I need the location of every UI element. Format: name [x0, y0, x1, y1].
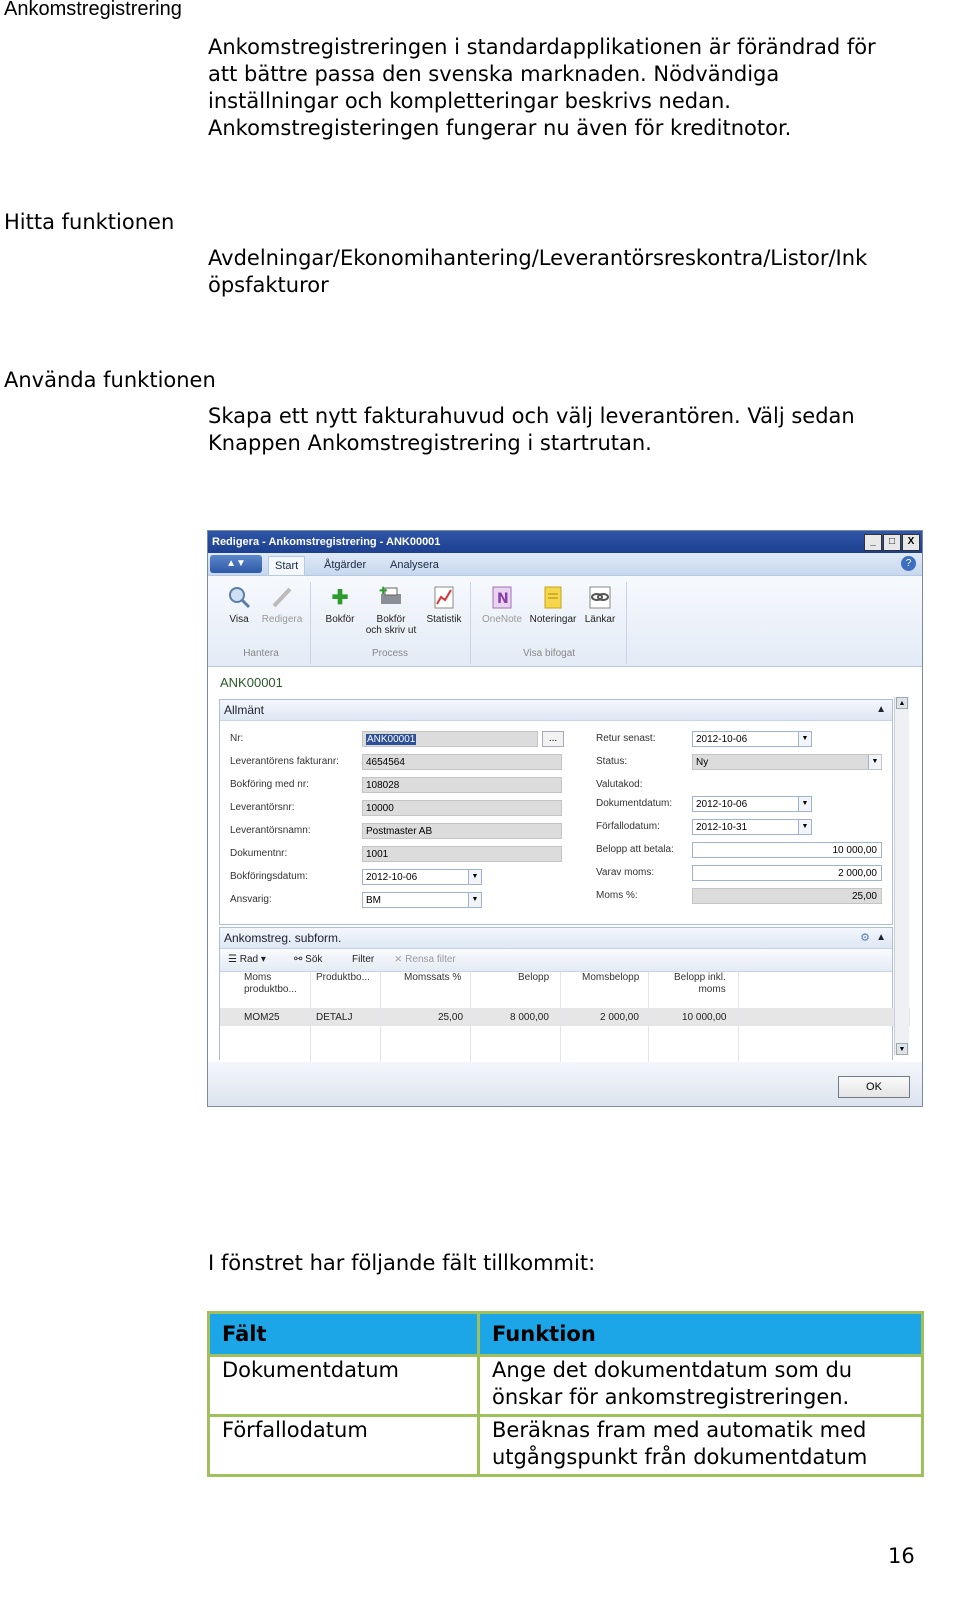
- posting-date-field[interactable]: 2012-10-06 ▼: [362, 869, 482, 885]
- intro-line: inställningar och kompletteringar beskrivs nedan.: [208, 89, 731, 113]
- field-label: Dokumentnr:: [230, 848, 288, 859]
- search-icon: [224, 582, 254, 612]
- cell-amount-incl-vat: 10 000,00: [682, 1012, 727, 1023]
- subform-toolbar: [220, 949, 892, 972]
- field-label: Leverantörsnamn:: [230, 825, 311, 836]
- tab-analyze[interactable]: Analysera: [390, 559, 439, 571]
- general-fasttab-header[interactable]: Allmänt ▲: [220, 700, 892, 721]
- printer-icon: [376, 582, 406, 612]
- table-intro: I fönstret har följande fält tillkommit:: [208, 1251, 596, 1275]
- field-name: Dokumentdatum: [209, 1356, 479, 1416]
- table-header-row: [209, 1313, 923, 1356]
- use-label: Använda funktionen: [4, 368, 216, 392]
- use-paragraph: [208, 403, 855, 457]
- row-menu-button[interactable]: ☰ Rad ▾: [228, 954, 266, 965]
- page-heading: Ankomstregistrering: [4, 0, 182, 20]
- intro-line: Ankomstregisteringen fungerar nu även för kreditnotor.: [208, 116, 792, 140]
- field-label: Status:: [596, 756, 628, 767]
- window-bottom-bar: [208, 1062, 922, 1106]
- chevron-down-icon: ▼: [798, 797, 811, 811]
- subform-fasttab-header[interactable]: Ankomstreg. subform. ⚙ ▲: [220, 928, 892, 949]
- tab-actions[interactable]: Åtgärder: [324, 559, 367, 571]
- clear-filter-button[interactable]: ⨯ Rensa filter: [394, 954, 456, 965]
- tab-start[interactable]: Start: [268, 556, 305, 575]
- intro-line: Ankomstregistreringen i standardapplikationen är förändrad för: [208, 35, 876, 59]
- header-function: Funktion: [479, 1313, 923, 1356]
- cell-product-group: DETALJ: [316, 1012, 353, 1023]
- notes-button[interactable]: Noteringar: [526, 582, 580, 625]
- menu-bar: [208, 553, 922, 576]
- page-number: 16: [888, 1544, 915, 1568]
- status-field[interactable]: Ny ▼: [692, 754, 882, 770]
- document-date-field[interactable]: 2012-10-06 ▼: [692, 796, 812, 812]
- field-label: Ansvarig:: [230, 894, 272, 905]
- amount-to-pay-field[interactable]: 10 000,00: [692, 842, 882, 858]
- vendor-invoice-no-field[interactable]: 4654564: [362, 754, 562, 770]
- group-label-process: Process: [371, 648, 409, 659]
- vendor-no-field[interactable]: 10000: [362, 800, 562, 816]
- find-path: [208, 245, 867, 299]
- field-function: Beräknas fram med automatik med utgångspunkt från dokumentdatum: [479, 1416, 923, 1476]
- svg-text:N: N: [497, 591, 509, 607]
- screenshot-window: [207, 530, 923, 1107]
- find-button[interactable]: ⚯ Sök: [294, 954, 323, 965]
- field-name: Förfallodatum: [209, 1416, 479, 1476]
- record-title: ANK00001: [220, 675, 283, 690]
- field-label: Moms %:: [596, 890, 638, 901]
- field-label: Bokföring med nr:: [230, 779, 309, 790]
- field-label: Belopp att betala:: [596, 844, 674, 855]
- view-button[interactable]: Visa: [224, 582, 254, 625]
- links-button[interactable]: Länkar: [582, 582, 618, 625]
- ribbon: [208, 576, 922, 667]
- collapse-icon: ▲: [876, 932, 886, 943]
- find-label: Hitta funktionen: [4, 210, 175, 234]
- column-header[interactable]: Momssats %: [404, 972, 462, 983]
- scroll-down-icon: ▼: [896, 1043, 908, 1055]
- field-label: Dokumentdatum:: [596, 798, 673, 809]
- chevron-down-icon: ▼: [468, 870, 481, 884]
- column-header[interactable]: Momsbelopp: [582, 972, 640, 983]
- vat-amount-field[interactable]: 2 000,00: [692, 865, 882, 881]
- intro-line: att bättre passa den svenska marknaden. Nödvändiga: [208, 62, 780, 86]
- column-header[interactable]: Produktbo...: [316, 972, 370, 983]
- ok-button[interactable]: OK: [838, 1076, 910, 1098]
- post-button[interactable]: ✚ Bokför: [322, 582, 358, 625]
- vat-percent-field[interactable]: 25,00: [692, 888, 882, 904]
- note-icon: [538, 582, 568, 612]
- table-row: [209, 1356, 923, 1416]
- column-header[interactable]: Belopp inkl. moms: [674, 972, 726, 995]
- table-row: [209, 1416, 923, 1476]
- cell-vat-rate: 25,00: [438, 1012, 464, 1023]
- plus-icon: ✚: [331, 586, 349, 609]
- onenote-button[interactable]: N OneNote: [480, 582, 524, 625]
- field-label: Bokföringsdatum:: [230, 871, 308, 882]
- collapse-icon: ▲: [876, 704, 886, 715]
- edit-button[interactable]: Redigera: [258, 582, 306, 625]
- field-table: [207, 1311, 924, 1477]
- field-label: Varav moms:: [596, 867, 655, 878]
- settings-icon: ⚙: [860, 932, 870, 944]
- group-label-attachments: Visa bifogat: [522, 648, 576, 659]
- due-date-field[interactable]: 2012-10-31 ▼: [692, 819, 812, 835]
- filter-button[interactable]: Filter: [352, 954, 375, 965]
- general-fasttab: [219, 699, 893, 925]
- chevron-down-icon: ▼: [798, 732, 811, 746]
- form-area: [208, 667, 922, 1062]
- use-line: Skapa ett nytt fakturahuvud och välj leverantören. Välj sedan: [208, 404, 855, 428]
- vendor-name-field[interactable]: Postmaster AB: [362, 823, 562, 839]
- field-label: Valutakod:: [596, 779, 643, 790]
- scroll-up-icon: ▲: [896, 697, 908, 709]
- statistics-button[interactable]: Statistik: [424, 582, 464, 625]
- find-path-line: öpsfakturor: [208, 273, 329, 297]
- posting-no-field[interactable]: 108028: [362, 777, 562, 793]
- svg-text:✚: ✚: [379, 586, 388, 597]
- column-header[interactable]: Moms produktbo...: [244, 972, 297, 995]
- field-label: Leverantörens fakturanr:: [230, 756, 339, 767]
- chart-icon: [429, 582, 459, 612]
- vertical-scrollbar[interactable]: [894, 697, 909, 1055]
- field-label: Retur senast:: [596, 733, 656, 744]
- document-no-field[interactable]: 1001: [362, 846, 562, 862]
- window-title: Redigera - Ankomstregistrering - ANK00001: [212, 536, 441, 548]
- intro-paragraph: [208, 34, 876, 142]
- cell-vat-group: MOM25: [244, 1012, 280, 1023]
- application-menu-button[interactable]: ▲▼: [210, 555, 262, 573]
- field-label: Förfallodatum:: [596, 821, 660, 832]
- subform-fasttab: [219, 927, 893, 1060]
- cell-vat-amount: 2 000,00: [600, 1012, 639, 1023]
- field-label: Leverantörsnr:: [230, 802, 295, 813]
- nr-field[interactable]: ANK00001: [362, 731, 538, 747]
- group-label-manage: Hantera: [243, 648, 279, 659]
- chevron-down-icon: ▼: [468, 893, 481, 907]
- window-titlebar: [208, 531, 922, 553]
- cell-amount: 8 000,00: [510, 1012, 549, 1023]
- responsible-field[interactable]: BM ▼: [362, 892, 482, 908]
- chevron-down-icon: ▼: [798, 820, 811, 834]
- maximize-button[interactable]: □: [883, 534, 901, 551]
- help-icon[interactable]: ?: [901, 556, 916, 571]
- field-function: Ange det dokumentdatum som du önskar för ankomstregistreringen.: [479, 1356, 923, 1416]
- use-line: Knappen Ankomstregistrering i startrutan.: [208, 431, 652, 455]
- onenote-icon: [487, 582, 517, 612]
- pencil-icon: [267, 582, 297, 612]
- header-field: Fält: [209, 1313, 479, 1356]
- field-label: Nr:: [230, 733, 244, 744]
- close-button[interactable]: X: [902, 534, 920, 551]
- post-print-button[interactable]: ✚ Bokför och skriv ut: [360, 582, 422, 636]
- assist-button[interactable]: ...: [542, 731, 564, 747]
- minimize-button[interactable]: _: [864, 534, 882, 551]
- column-header[interactable]: Belopp: [518, 972, 550, 983]
- chevron-down-icon: ▼: [868, 755, 881, 769]
- link-icon: [585, 582, 615, 612]
- find-path-line: Avdelningar/Ekonomihantering/Leverantörsreskontra/Listor/Ink: [208, 246, 868, 270]
- return-by-field[interactable]: 2012-10-06 ▼: [692, 731, 812, 747]
